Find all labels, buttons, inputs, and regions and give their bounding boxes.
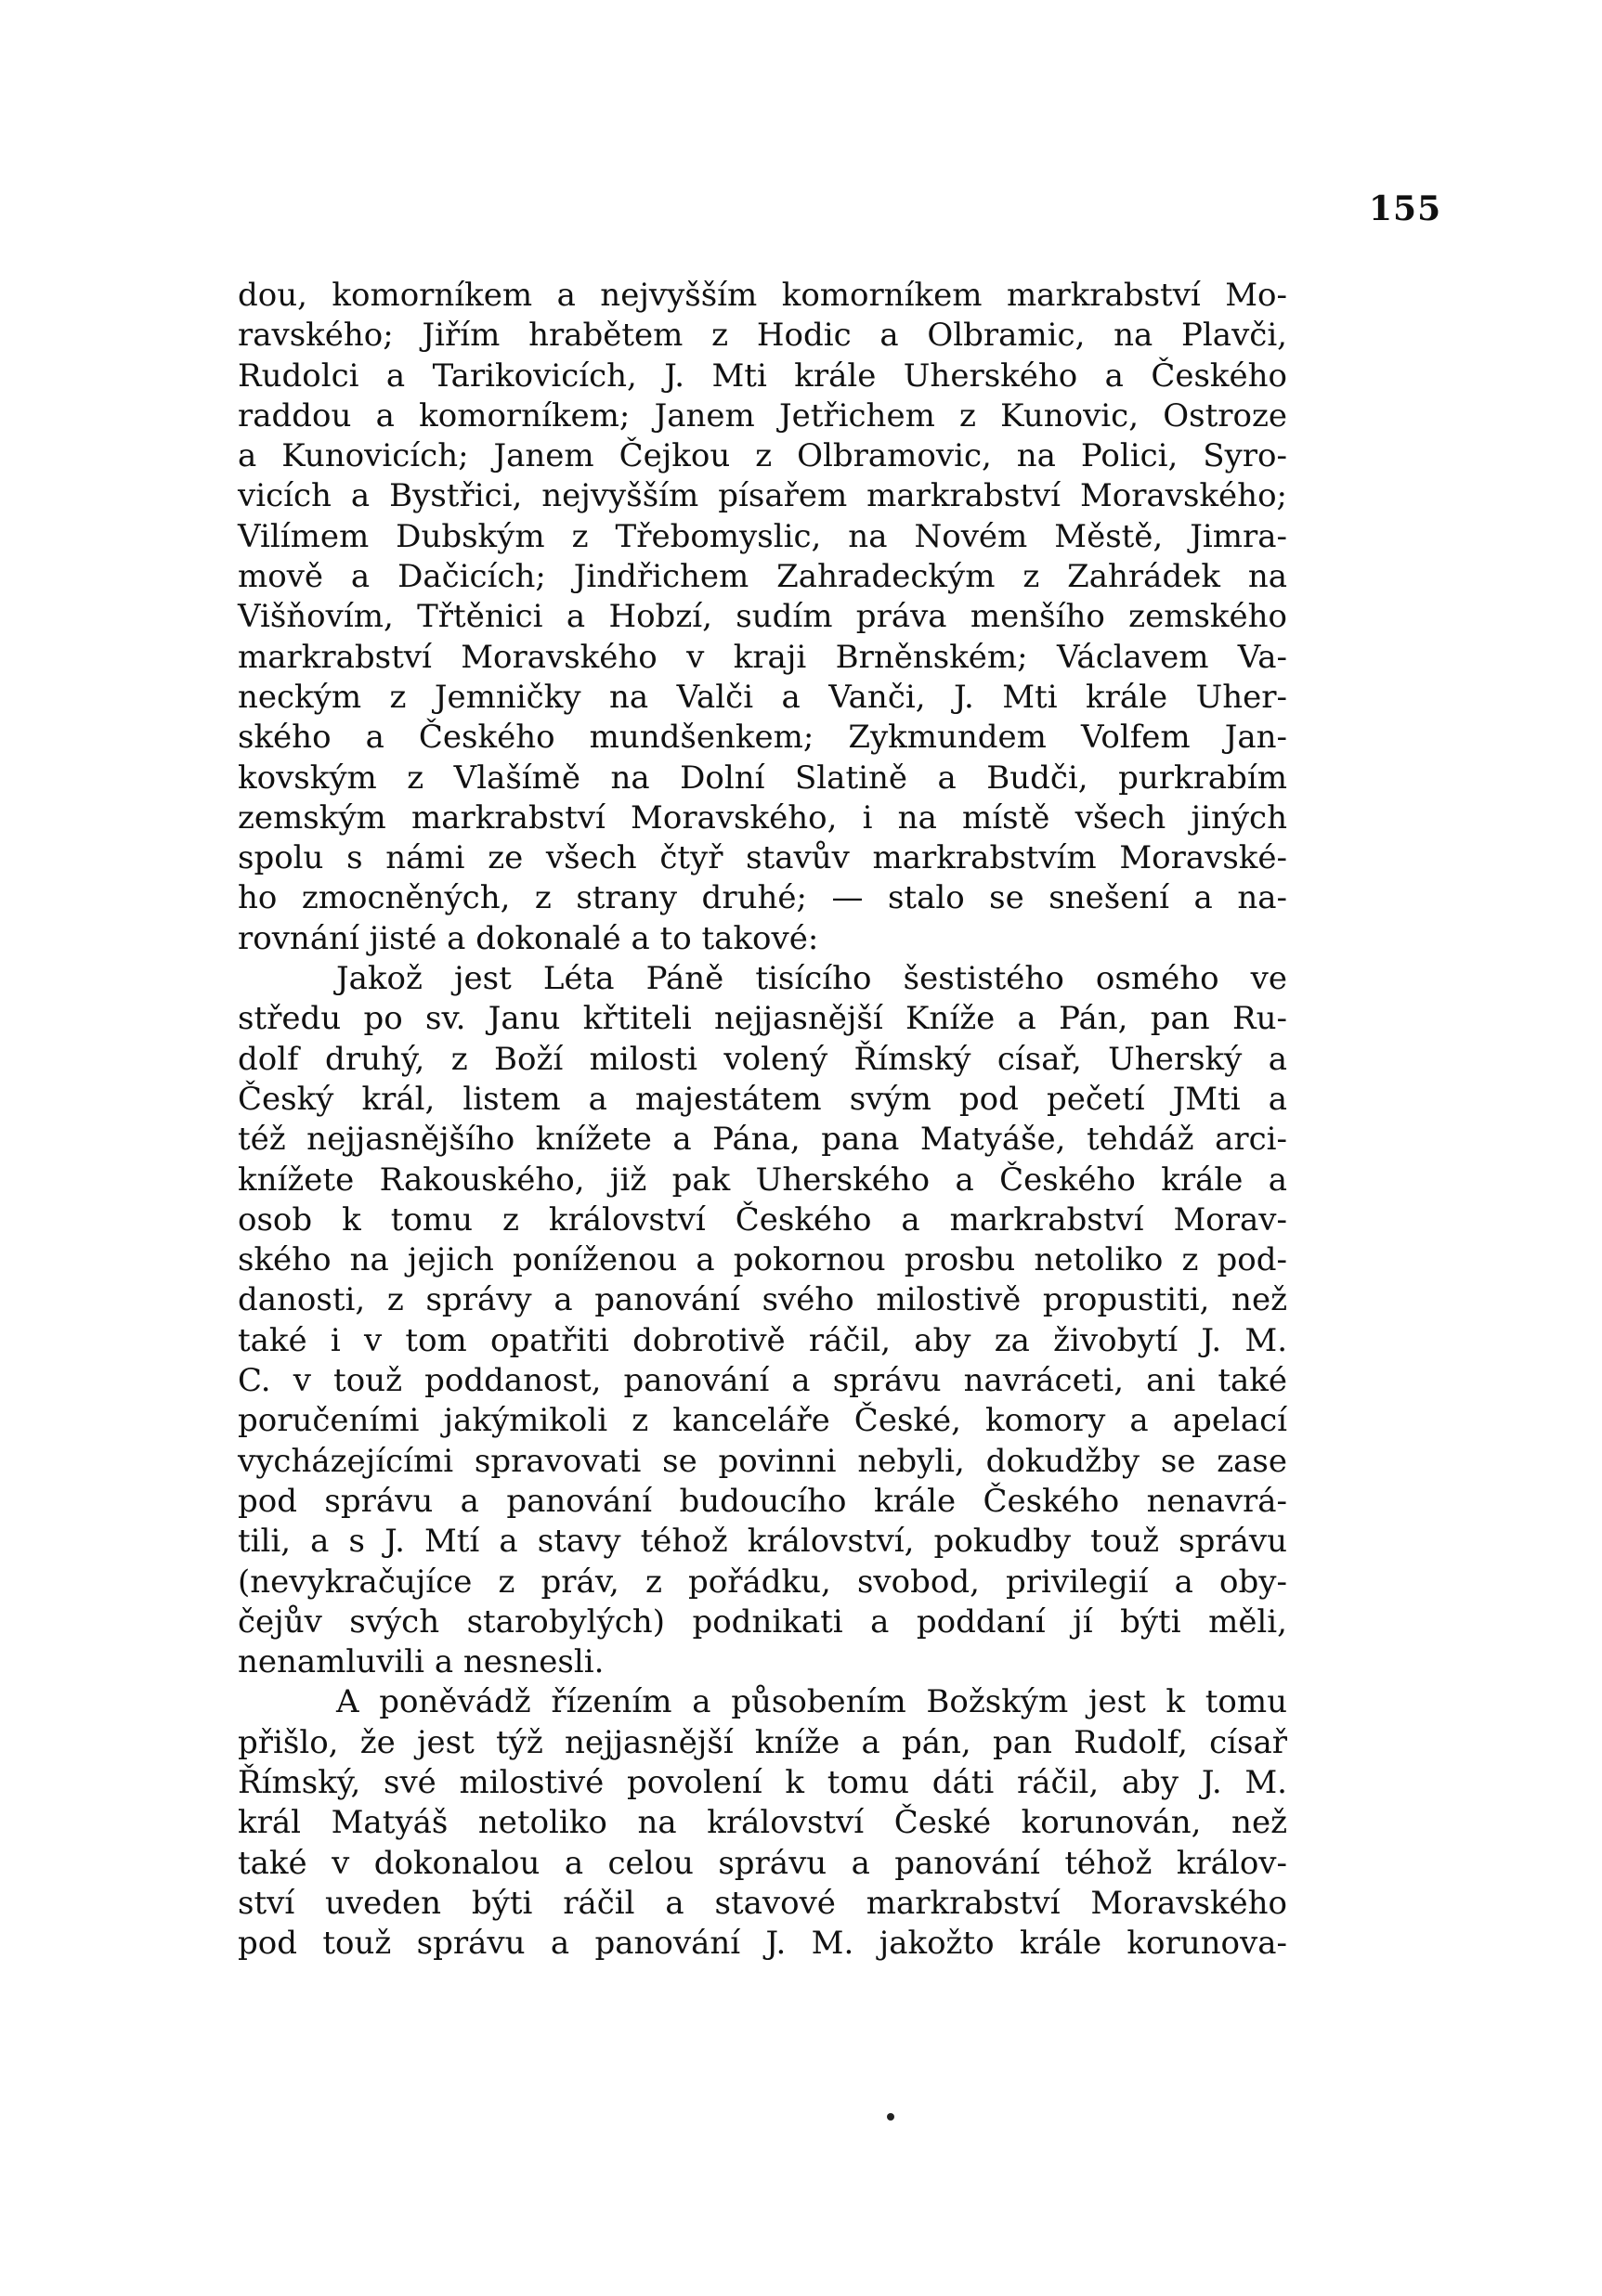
text-line: též nejjasnějšího knížete a Pána, pana Matyáše, tehdáž arci- [238,1121,1287,1159]
text-line: král Matyáš netoliko na království České korunován, než [238,1804,1287,1842]
text-line: Višňovím, Třtěnici a Hobzí, sudím práva menšího zemského [238,598,1287,636]
text-line: spolu s námi ze všech čtyř stavův markrabstvím Moravské- [238,839,1287,877]
text-line: ravského; Jiřím hrabětem z Hodic a Olbramic, na Plavči, [238,317,1287,355]
text-line: Římský, své milostivé povolení k tomu dáti ráčil, aby J. M. [238,1763,1287,1801]
text-line: také v dokonalou a celou správu a panování téhož králov- [238,1844,1287,1882]
text-line: pod správu a panování budoucího krále Českého nenavrá- [238,1482,1287,1520]
paragraph-start-line: A poněvádž řízením a působením Božským jest k tomu [336,1683,1287,1721]
text-line: markrabství Moravského v kraji Brněnském; Václavem Va- [238,638,1287,676]
print-speck [887,2113,894,2121]
text-line: osob k tomu z království Českého a markrabství Morav- [238,1200,1287,1239]
text-line: poručeními jakýmikoli z kanceláře České, komory a apelací [238,1402,1287,1440]
text-line: dou, komorníkem a nejvyšším komorníkem markrabství Mo- [238,277,1287,314]
text-line: čejův svých starobylých) podnikati a poddaní jí býti měli, [238,1602,1287,1641]
body-text [238,276,1287,1964]
text-line: neckým z Jemničky na Valči a Vanči, J. Mti krále Uher- [238,678,1287,716]
text-line: přišlo, že jest týž nejjasnější kníže a pán, pan Rudolf, císař [238,1723,1287,1761]
text-line: vycházejícími spravovati se povinni nebyli, dokudžby se zase [238,1442,1287,1480]
text-line: C. v touž poddanost, panování a správu navráceti, ani také [238,1362,1287,1400]
page-number: 155 [1369,189,1442,228]
text-line: středu po sv. Janu křtiteli nejjasnější Kníže a Pán, pan Ru- [238,1000,1287,1038]
text-line: ství uveden býti ráčil a stavové markrabství Moravského [238,1884,1287,1922]
text-line: pod touž správu a panování J. M. jakožto krále korunova- [238,1925,1287,1963]
text-line: také i v tom opatřiti dobrotivě ráčil, aby za živobytí J. M. [238,1321,1287,1359]
text-line: tili, a s J. Mtí a stavy téhož království, pokudby touž správu [238,1523,1287,1561]
text-line: (nevykračujíce z práv, z pořádku, svobod, privilegií a oby- [238,1563,1287,1601]
text-line: nenamluvili a nesnesli. [238,1643,605,1681]
text-line: vicích a Bystřici, nejvyšším písařem markrabství Moravského; [238,477,1287,515]
text-line: danosti, z správy a panování svého milostivě propustiti, než [238,1281,1287,1319]
text-line: dolf druhý, z Boží milosti volený Římský císař, Uherský a [238,1040,1287,1078]
text-line: Vilímem Dubským z Třebomyslic, na Novém Městě, Jimra- [238,517,1287,555]
text-line: a Kunovicích; Janem Čejkou z Olbramovic, na Polici, Syro- [238,437,1287,475]
text-line: zemským markrabství Moravského, i na místě všech jiných [238,798,1287,837]
text-line: Český král, listem a majestátem svým pod pečetí JMti a [238,1080,1287,1118]
text-line: ho zmocněných, z strany druhé; — stalo se snešení a na- [238,879,1287,917]
text-line: rovnání jisté a dokonalé a to takové: [238,919,819,957]
text-line: ského a Českého mundšenkem; Zykmundem Volfem Jan- [238,719,1287,757]
text-line: mově a Dačicích; Jindřichem Zahradeckým z Zahrádek na [238,558,1287,596]
text-line: Rudolci a Tarikovicích, J. Mti krále Uherského a Českého [238,357,1287,395]
paragraph-start-line: Jakož jest Léta Páně tisícího šestistého osmého ve [336,960,1287,998]
text-line: kovským z Vlašímě na Dolní Slatině a Budči, purkrabím [238,759,1287,797]
text-line: raddou a komorníkem; Janem Jetřichem z Kunovic, Ostroze [238,396,1287,435]
text-line: ského na jejich poníženou a pokornou prosbu netoliko z pod- [238,1241,1287,1279]
text-line: knížete Rakouského, již pak Uherského a Českého krále a [238,1161,1287,1199]
